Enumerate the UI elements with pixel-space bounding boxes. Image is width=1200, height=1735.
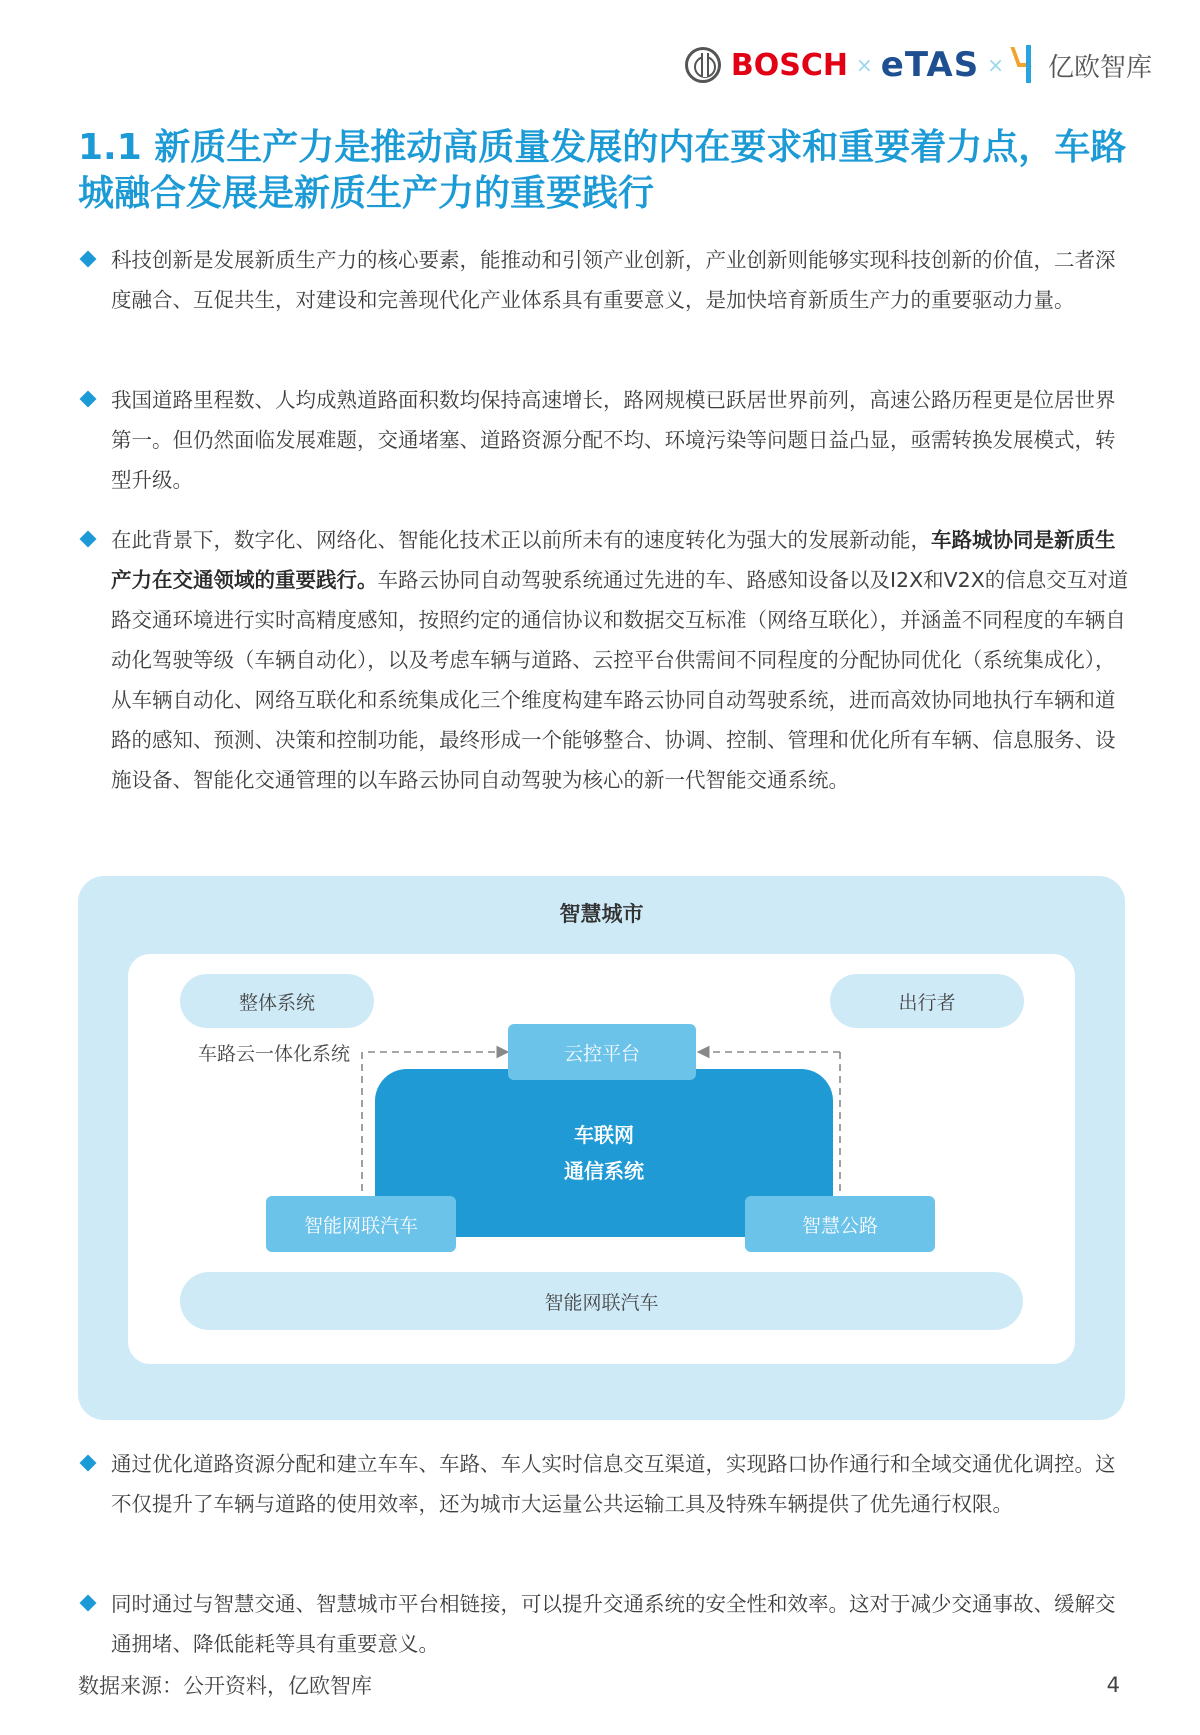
- bottom-icv-bar: 智能网联汽车: [180, 1272, 1023, 1330]
- bullet-diamond-icon: [80, 251, 97, 268]
- cloud-platform-box: 云控平台: [508, 1024, 696, 1080]
- list-item: [78, 380, 1130, 500]
- bosch-logo-icon: [685, 47, 721, 83]
- bosch-logo-text: BOSCH: [730, 47, 849, 83]
- logo-separator: ×: [856, 53, 873, 77]
- traveler-pill: 出行者: [830, 974, 1024, 1028]
- list-item: [78, 1584, 1130, 1664]
- icv-box: 智能网联汽车: [266, 1196, 456, 1252]
- vrc-system-label: 车路云一体化系统: [198, 1043, 351, 1065]
- data-source: 数据来源：公开资料，亿欧智库: [78, 1674, 372, 1698]
- list-item: [78, 1444, 1130, 1524]
- bullet-diamond-icon: [80, 531, 97, 548]
- list-item: [78, 520, 1130, 800]
- diagram-inner-panel: [128, 954, 1075, 1364]
- overall-system-pill: 整体系统: [180, 974, 374, 1028]
- bullet-diamond-icon: [80, 1455, 97, 1472]
- bullet-diamond-icon: [80, 1595, 97, 1612]
- header-logos: [685, 44, 1152, 86]
- core-line-1: 车联网: [574, 1123, 634, 1147]
- bullet-text: 科技创新是发展新质生产力的核心要素，能推动和引领产业创新，产业创新则能够实现科技创新的价值，二者深度融合、互促共生，对建设和完善现代化产业体系具有重要意义，是加快培育新质生产力的重要驱动力量。: [111, 248, 1116, 312]
- bullet-text-bold: 车路城协同是新质生产力在交通领域的重要践行。: [111, 528, 1116, 592]
- bullet-text: [111, 520, 1130, 800]
- list-item: [78, 240, 1130, 320]
- logo-separator: ×: [987, 53, 1004, 77]
- page-title: 1.1 新质生产力是推动高质量发展的内在要求和重要着力点，车路城融合发展是新质生产力的重要践行: [78, 127, 1127, 214]
- diagram-title: 智慧城市: [559, 902, 644, 926]
- smart-city-diagram: [78, 876, 1125, 1420]
- bullet-text: 通过优化道路资源分配和建立车车、车路、车人实时信息交互渠道，实现路口协作通行和全域交通优化调控。这不仅提升了车辆与道路的使用效率，还为城市大运量公共运输工具及特殊车辆提供了优先通行权限。: [111, 1452, 1116, 1516]
- bullet-text: 同时通过与智慧交通、智慧城市平台相链接，可以提升交通系统的安全性和效率。这对于减少交通事故、缓解交通拥堵、降低能耗等具有重要意义。: [111, 1592, 1116, 1656]
- etas-logo-text: eTAS: [880, 45, 980, 85]
- yiou-logo-text: 亿欧智库: [1047, 52, 1152, 83]
- bullet-diamond-icon: [80, 391, 97, 408]
- smart-road-box: 智慧公路: [745, 1196, 935, 1252]
- bullet-text: 我国道路里程数、人均成熟道路面积数均保持高速增长，路网规模已跃居世界前列，高速公路历程更是位居世界第一。但仍然面临发展难题，交通堵塞、道路资源分配不均、环境污染等问题日益凸显，亟需转换发展模式，转型升级。: [111, 388, 1116, 492]
- page-number: 4: [1106, 1673, 1120, 1697]
- core-line-2: 通信系统: [564, 1159, 644, 1183]
- yiou-logo-icon: [1012, 45, 1042, 85]
- bullet-text-post: 车路云协同自动驾驶系统通过先进的车、路感知设备以及I2X和V2X的信息交互对道路交通环境进行实时高精度感知，按照约定的通信协议和数据交互标准（网络互联化），并涵盖不同程度的车辆自动化驾驶等级（车辆自动化），以及考虑车辆与道路、云控平台供需间不同程度的分配协同优化（系统集成化），从车辆自动化、网络互联化和系统集成化三个维度构建车路云协同自动驾驶系统，进而高效协同地执行车辆和道路的感知、预测、决策和控制功能，最终形成一个能够整合、协调、控制、管理和优化所有车辆、信息服务、设施设备、智能化交通管理的以车路云协同自动驾驶为核心的新一代智能交通系统。: [111, 568, 1129, 792]
- bullet-text-pre: 在此背景下，数字化、网络化、智能化技术正以前所未有的速度转化为强大的发展新动能，: [111, 528, 931, 552]
